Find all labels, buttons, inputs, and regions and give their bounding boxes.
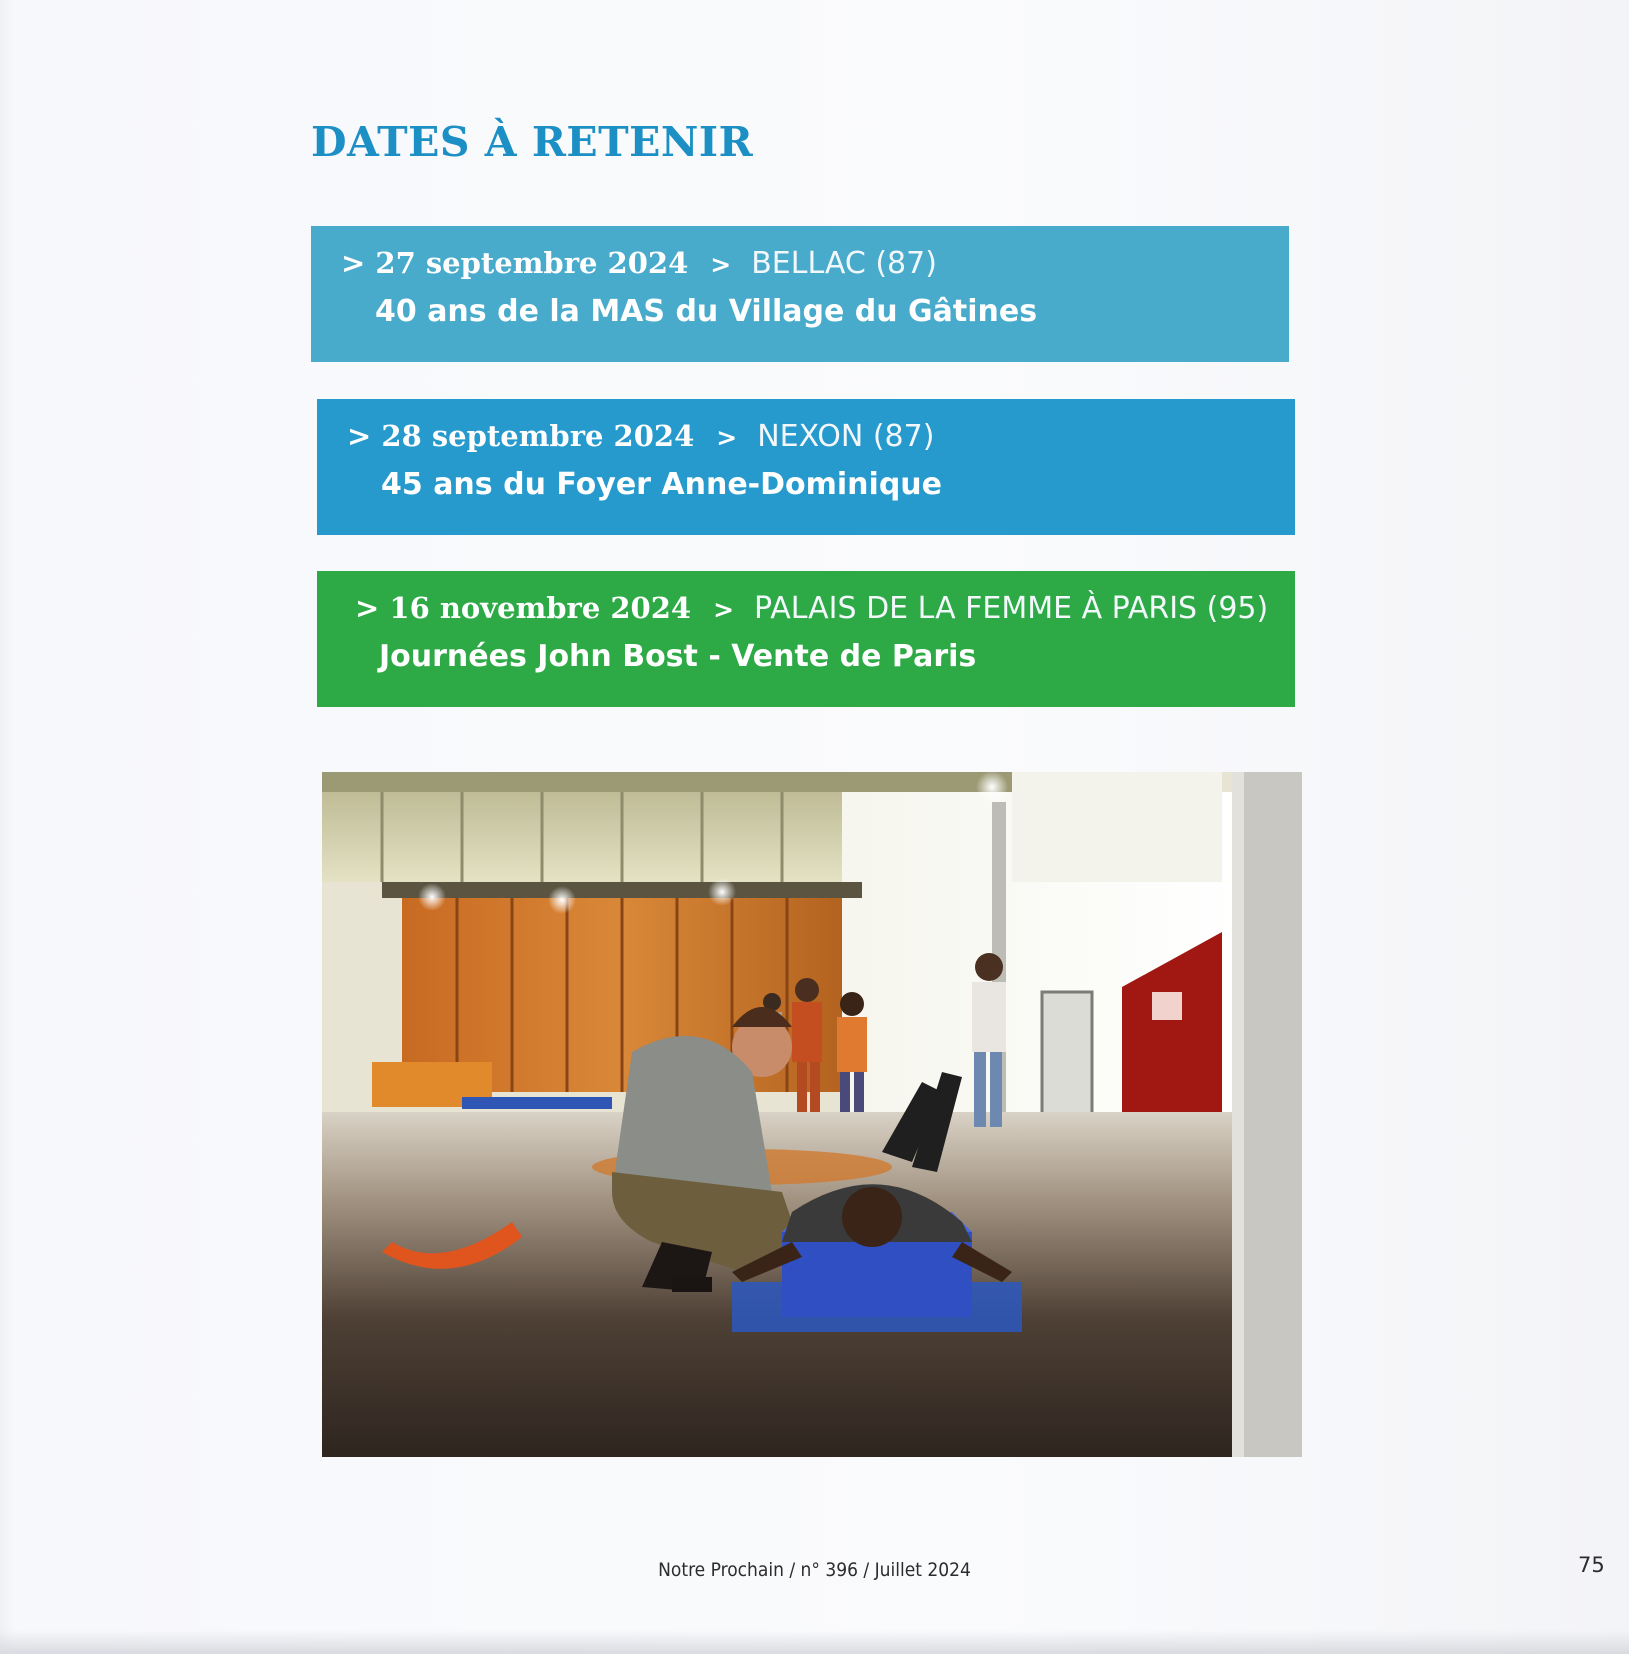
event-header [347, 419, 1295, 461]
event-separator: > [710, 250, 732, 279]
gym-photo [322, 772, 1302, 1457]
event-date: > 27 septembre 2024 [341, 246, 689, 280]
event-place: NEXON (87) [757, 419, 935, 454]
event-banner-1 [311, 226, 1289, 362]
page-footer [0, 1559, 1629, 1581]
publication-info: Notre Prochain / n° 396 / Juillet 2024 [658, 1559, 971, 1581]
event-place: PALAIS DE LA FEMME À PARIS (95) [754, 591, 1269, 626]
event-header [341, 246, 1289, 288]
page-edge-shadow [0, 1630, 1629, 1654]
event-name: 45 ans du Foyer Anne-Dominique [381, 467, 943, 502]
page-title: DATES À RETENIR [311, 118, 754, 166]
event-banner-2 [317, 399, 1295, 535]
event-separator: > [716, 423, 738, 452]
event-separator: > [713, 595, 735, 624]
event-place: BELLAC (87) [751, 246, 937, 281]
event-name: 40 ans de la MAS du Village du Gâtines [375, 294, 1038, 329]
event-banner-3 [317, 571, 1295, 707]
page-number: 75 [1578, 1553, 1605, 1577]
event-header [355, 591, 1295, 633]
event-name: Journées John Bost - Vente de Paris [379, 639, 977, 674]
event-date: > 16 novembre 2024 [355, 591, 692, 625]
event-date: > 28 septembre 2024 [347, 419, 695, 453]
